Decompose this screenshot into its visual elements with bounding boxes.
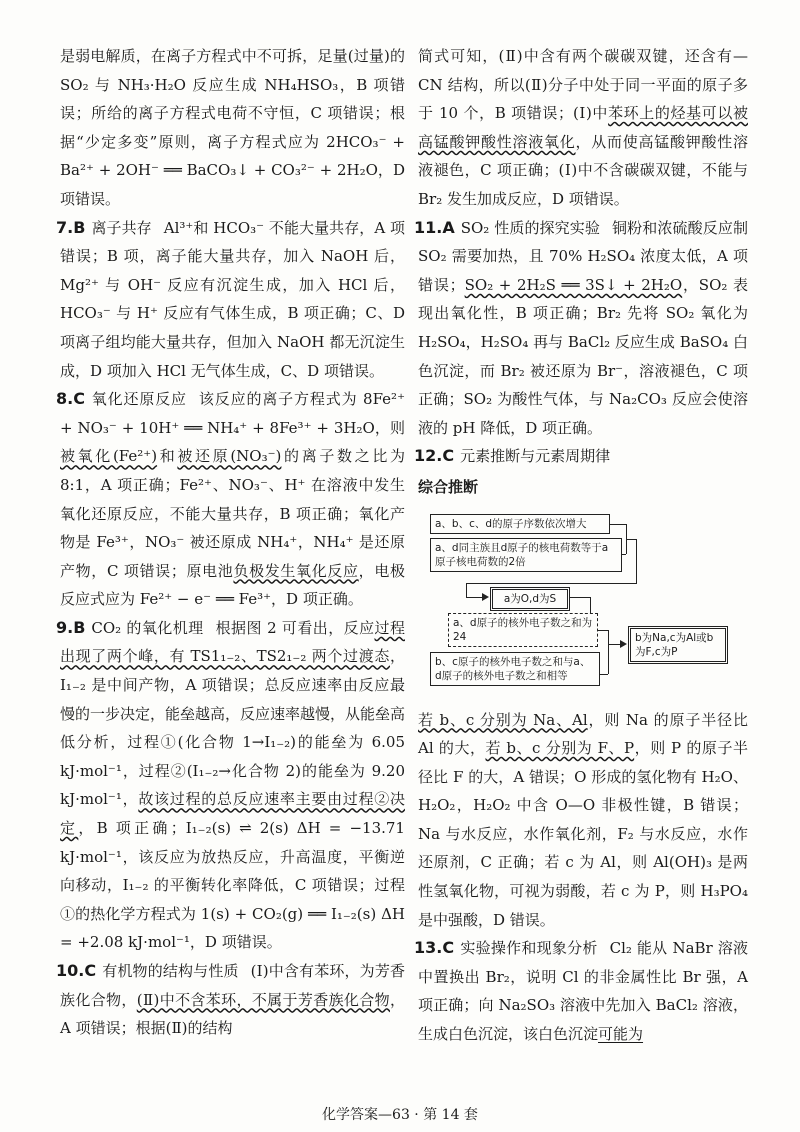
answer-9-wave-1: 过程出现了两个峰，有 TS1₁₋₂、TS2₁₋₂ 两个过渡态	[60, 618, 405, 666]
answer-8-wave-1: 被氧化(Fe²⁺)	[60, 447, 158, 466]
answer-12-topic: 元素推断与元素周期律	[460, 447, 611, 466]
inference-flow-diagram	[418, 510, 748, 700]
answer-8-wave-2: 被还原(NO₃⁻)	[177, 447, 282, 466]
flow-box-electron-sum-equal: b、c原子的核外电子数之和与a、d原子的核外电子数之和相等	[430, 652, 600, 686]
answer-12-text-c: ，则 P 的原子半径比 F 的大，A 错误；O 形成的氢化物有 H₂O、H₂O₂，H₂O₂ 中含 O—O 非极性键，B 错误；Na 与水反应，水作氧化剂，F₂ 与水反应，水作还原剂，C 正确；若 c 为 Al，则 Al(OH)₃ 是两性氢氧化物，可视为弱酸，若 c 为 P，则 H₃PO₄ 是中强酸，D 错误。	[418, 739, 748, 929]
answer-10-cont-text-b: ，从而使高锰酸钾酸性溶液褪色，C 项正确；(Ⅰ)中不含碳碳双键，不能与 Br₂ 发生加成反应，D 项错误。	[418, 132, 748, 208]
answer-10	[56, 957, 405, 1043]
answer-13-underline-1: 可能为	[598, 1025, 644, 1044]
flow-line	[570, 597, 590, 598]
answer-12-number: 12.C	[414, 446, 455, 466]
answer-8	[56, 385, 405, 614]
intro-paragraph	[60, 42, 405, 214]
answer-10-text-b: ，A 项错误；根据(Ⅱ)的结构	[60, 990, 405, 1038]
answer-8-text-d: ，电极反应式应为 Fe²⁺ − e⁻ ══ Fe³⁺，D 项正确。	[60, 561, 405, 609]
flow-line	[636, 539, 637, 583]
answer-11-text-a: 铜粉和浓硫酸反应制 SO₂ 需要加热，且 70% H₂SO₄ 浓度太低，A 项错误；	[418, 218, 748, 294]
answer-10-wave-1: (Ⅱ)中不含苯环，不属于芳香族化合物	[136, 990, 390, 1009]
answer-10-text-a: (Ⅰ)中含有苯环，为芳香族化合物，	[60, 962, 405, 1009]
flow-line	[622, 554, 626, 555]
answer-8-wave-3: 负极发生氧化反应	[233, 561, 359, 580]
right-column	[414, 42, 749, 1049]
flow-box-a-o-d-s: a为O,d为S	[490, 587, 570, 611]
answer-10-cont-wave-1: 苯环上的烃基可以被高锰酸钾酸性溶液氧化	[418, 104, 748, 151]
flow-arrow	[482, 593, 489, 601]
flow-line	[610, 524, 626, 525]
answer-10-cont-text-a: 简式可知，(Ⅱ)中含有两个碳碳双键，还含有—CN 结构，所以(Ⅱ)分子中处于同一平面的原子多于 10 个，B 项错误；(Ⅰ)中	[418, 47, 748, 123]
answer-10-number: 10.C	[56, 961, 97, 980]
answer-13	[414, 934, 748, 1048]
answer-12-text-b: ，则 Na 的原子半径比 Al 的大，	[418, 710, 748, 758]
answer-9	[56, 614, 406, 957]
flow-arrow	[620, 640, 627, 648]
flow-box-sequence: a、b、c、d的原子序数依次增大	[430, 514, 610, 534]
answer-8-text-c: 的离子数之比为 8:1，A 项正确；Fe²⁺、NO₃⁻、H⁺ 在溶液中发生氧化还原反应，不能大量共存，B 项正确；氧化产物是 Fe³⁺，NO₃⁻ 被还原成 NH₄⁺，NH₄⁺ 是还原产物，C 项错误；原电池	[60, 447, 405, 580]
answer-11-wave-1: SO₂ + 2H₂S ══ 3S↓ + 2H₂O	[464, 275, 683, 294]
answer-8-text-a: 该反应的离子方程式为 8Fe²⁺ + NO₃⁻ + 10H⁺ ══ NH₄⁺ + 8Fe³⁺ + 3H₂O，则	[60, 390, 405, 437]
answer-13-topic: 实验操作和现象分析	[460, 939, 598, 958]
answer-11-text-b: ，SO₂ 表现出氧化性，B 项正确；Br₂ 先将 SO₂ 氧化为 H₂SO₄，H₂SO₄ 再与 BaCl₂ 反应生成 BaSO₄ 白色沉淀，而 Br₂ 被还原为 Br⁻，溶液褪色，C 项正确；SO₂ 为酸性气体，与 Na₂CO₃ 反应会使溶液的 pH 降低，D 项正确。	[418, 275, 749, 437]
answer-12-wave-1: 若 b、c 分别为 Na、Al	[418, 710, 588, 729]
page-footer: 化学答案—63 · 第 14 套	[322, 1107, 478, 1123]
flow-line	[466, 583, 467, 597]
answer-7-text: Al³⁺和 HCO₃⁻ 不能大量共存，A 项错误；B 项，离子能大量共存，加入 NaOH 后，Mg²⁺ 与 OH⁻ 反应有沉淀生成，加入 HCl 后，HCO₃⁻ 与 H⁺ 反应有气体生成，B 项正确；C、D 项离子组均能大量共存，但加入 NaOH 都无沉淀生成，D 项加入 HCl 无气体生成，C、D 项错误。	[60, 218, 405, 380]
flow-line	[590, 597, 591, 613]
answer-7	[56, 214, 405, 386]
intro-text: 是弱电解质，在离子方程式中不可拆，足量(过量)的 SO₂ 与 NH₃·H₂O 反应生成 NH₄HSO₃，B 项错误；所给的离子方程式电荷不守恒，C 项错误；根据“少定多变”原则，离子方程式应为 2HCO₃⁻ + Ba²⁺ + 2OH⁻ ══ BaCO₃↓ + CO₃²⁻ + 2H₂O，D 项错误。	[60, 47, 405, 208]
answer-7-number: 7.B	[56, 217, 86, 237]
answer-8-topic: 氧化还原反应	[90, 390, 187, 409]
answer-9-number: 9.B	[56, 617, 86, 637]
answer-13-number: 13.C	[414, 938, 455, 958]
answer-9-text-c: ，B 项正确；I₁₋₂(s) ⇌ 2(s) ΔH = −13.71 kJ·mol⁻¹，该反应为放热反应，升高温度，平衡逆向移动，I₁₋₂ 的平衡转化率降低，C 项错误；过程①的热化学方程式为 1(s) + CO₂(g) ══ I₁₋₂(s) ΔH = +2.08 kJ·mol⁻¹，D 项错误。	[60, 819, 405, 952]
answer-8-text-b: 和	[157, 447, 178, 466]
answer-9-text-b: ，I₁₋₂ 是中间产物，A 项错误；总反应速率由反应最慢的一步决定，能垒越高，反应速率越慢，从能垒高低分析，过程①(化合物 1→I₁₋₂)的能垒为 6.05 kJ·mol⁻¹，过程②(I₁₋₂→化合物 2)的能垒为 9.20 kJ·mol⁻¹，	[60, 647, 406, 809]
left-column	[56, 42, 406, 1043]
flow-box-result: b为Na,c为Al或b为F,c为P	[628, 626, 728, 664]
answer-12-wave-2: 若 b、c 分别为 F、P	[485, 739, 635, 758]
answer-13-text-a: Cl₂ 能从 NaBr 溶液中置换出 Br₂，说明 Cl 的非金属性比 Br 强，A 项正确；向 Na₂SO₃ 溶液中先加入 BaCl₂ 溶液，生成白色沉淀，该白色沉淀	[418, 939, 748, 1044]
answer-10-continued	[418, 42, 748, 214]
flow-box-electron-sum-24: a、d原子的核外电子数之和为24	[448, 613, 598, 647]
flow-line	[608, 630, 609, 674]
answer-8-number: 8.C	[56, 389, 85, 409]
flow-box-same-group: a、d同主族且d原子的核电荷数等于a原子核电荷数的2倍	[430, 538, 622, 572]
answer-12-subheading: 综合推断	[418, 477, 479, 496]
answer-12	[414, 442, 748, 471]
flow-line	[598, 630, 608, 631]
flow-line	[626, 539, 636, 540]
answer-10-topic: 有机物的结构与性质	[102, 962, 239, 980]
answer-12-explanation	[418, 706, 748, 935]
answer-11-number: 11.A	[414, 217, 455, 237]
answer-11	[414, 214, 749, 443]
flow-line	[600, 674, 608, 675]
flow-line	[466, 583, 637, 584]
answer-9-topic: CO₂ 的氧化机理	[91, 618, 204, 637]
answer-9-wave-2: 故该过程的总反应速率主要由过程②决定	[60, 790, 405, 838]
answer-11-topic: SO₂ 性质的探究实验	[460, 218, 601, 237]
answer-9-text-a: 根据图 2 可看出，反应	[215, 618, 375, 637]
answer-7-topic: 离子共存	[91, 218, 152, 237]
